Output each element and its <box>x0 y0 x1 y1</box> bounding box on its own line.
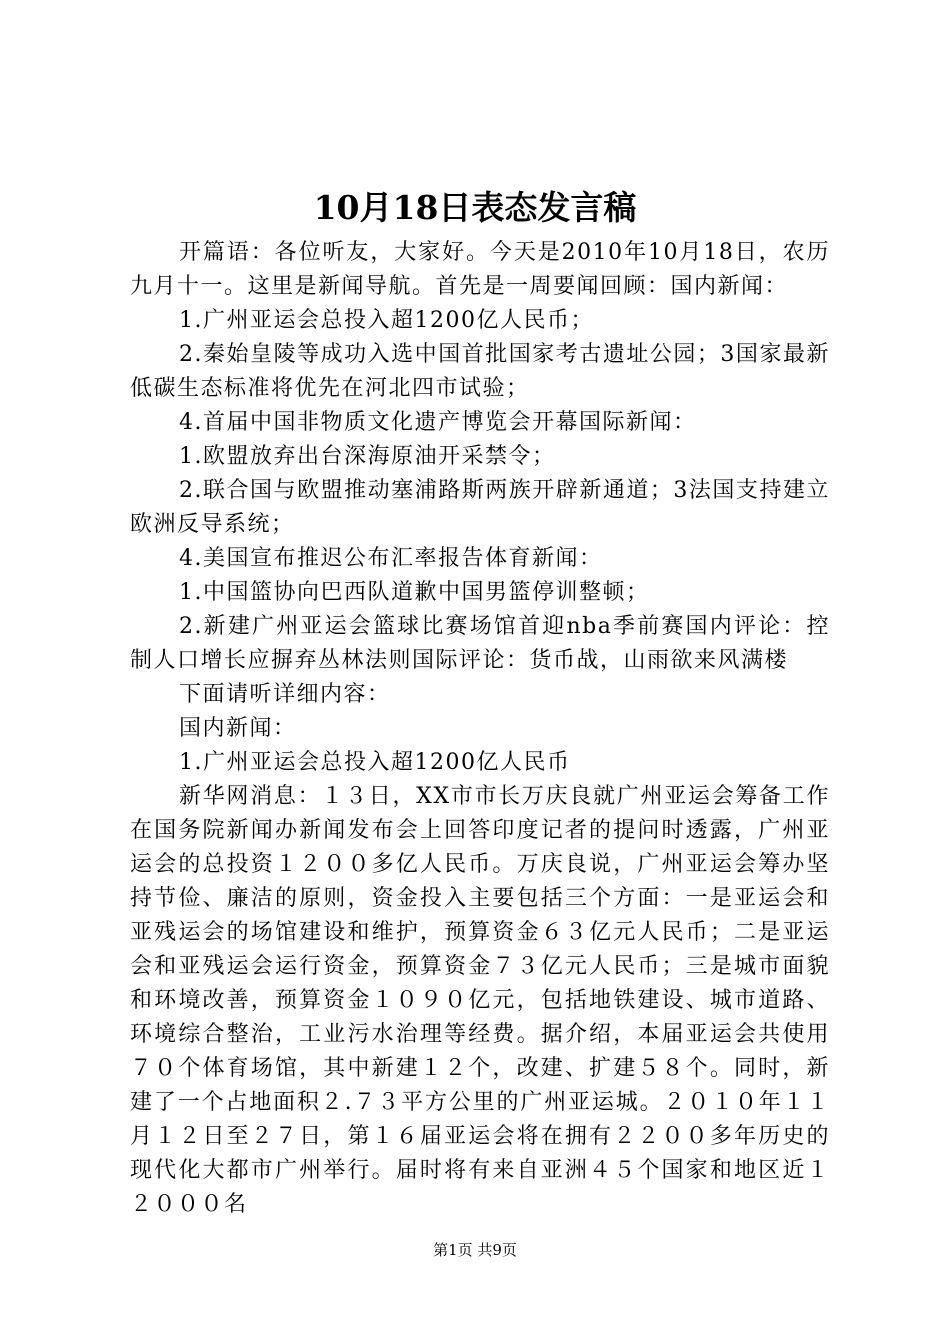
paragraph-item: 1.广州亚运会总投入超1200亿人民币； <box>179 308 594 333</box>
paragraph-heading: 国内新闻： <box>179 716 297 741</box>
page-number: 第1页 <box>433 1241 473 1259</box>
paragraph-item: 2.新建广州亚运会篮球比赛场馆首迎nba季前赛国内评论：控制人口增长应摒弃丛林法则国际评论：货币战，山雨欲来风满楼 <box>130 614 830 673</box>
paragraph-item: 1.中国篮协向巴西队道歉中国男篮停训整顿； <box>179 580 650 605</box>
paragraph-item: 4.美国宣布推迟公布汇率报告体育新闻： <box>179 546 603 571</box>
paragraph-intro: 开篇语：各位听友，大家好。今天是2010年10月18日，农历九月十一。这里是新闻导航。首先是一周要闻回顾：国内新闻： <box>130 240 830 299</box>
paragraph-item: 1.欧盟放弃出台深海原油开采禁令； <box>179 444 556 469</box>
document-body <box>130 236 830 1222</box>
document-title: 10月18日表态发言稿 <box>313 188 637 227</box>
paragraph-item: 2.联合国与欧盟推动塞浦路斯两族开辟新通道；3法国支持建立欧洲反导系统； <box>130 478 830 537</box>
paragraph-heading: 下面请听详细内容： <box>179 682 391 707</box>
paragraph-heading: 1.广州亚运会总投入超1200亿人民币 <box>179 750 571 775</box>
page-total: 共9页 <box>477 1241 517 1259</box>
paragraph-item: 2.秦始皇陵等成功入选中国首批国家考古遗址公园；3国家最新低碳生态标准将优先在河北四市试验； <box>130 342 830 401</box>
paragraph-body: 新华网消息：１３日，XX市市长万庆良就广州亚运会筹备工作在国务院新闻办新闻发布会上回答印度记者的提问时透露，广州亚运会的总投资１２００多亿人民币。万庆良说，广州亚运会筹办坚持节俭、廉洁的原则，资金投入主要包括三个方面：一是亚运会和亚残运会的场馆建设和维护，预算资金６３亿元人民币；二是亚运会和亚残运会运行资金，预算资金７３亿元人民币；三是城市面貌和环境改善，预算资金１０９０亿元，包括地铁建设、城市道路、环境综合整治，工业污水治理等经费。据介绍，本届亚运会共使用７０个体育场馆，其中新建１２个，改建、扩建５８个。同时，新建了一个占地面积２.７３平方公里的广州亚运城。２０１０年１１月１２日至２７日，第１６届亚运会将在拥有２２００多年历史的现代化大都市广州举行。届时将有来自亚洲４５个国家和地区近１２０００名 <box>130 784 830 1217</box>
paragraph-item: 4.首届中国非物质文化遗产博览会开幕国际新闻： <box>179 410 697 435</box>
page-footer <box>0 1240 950 1260</box>
